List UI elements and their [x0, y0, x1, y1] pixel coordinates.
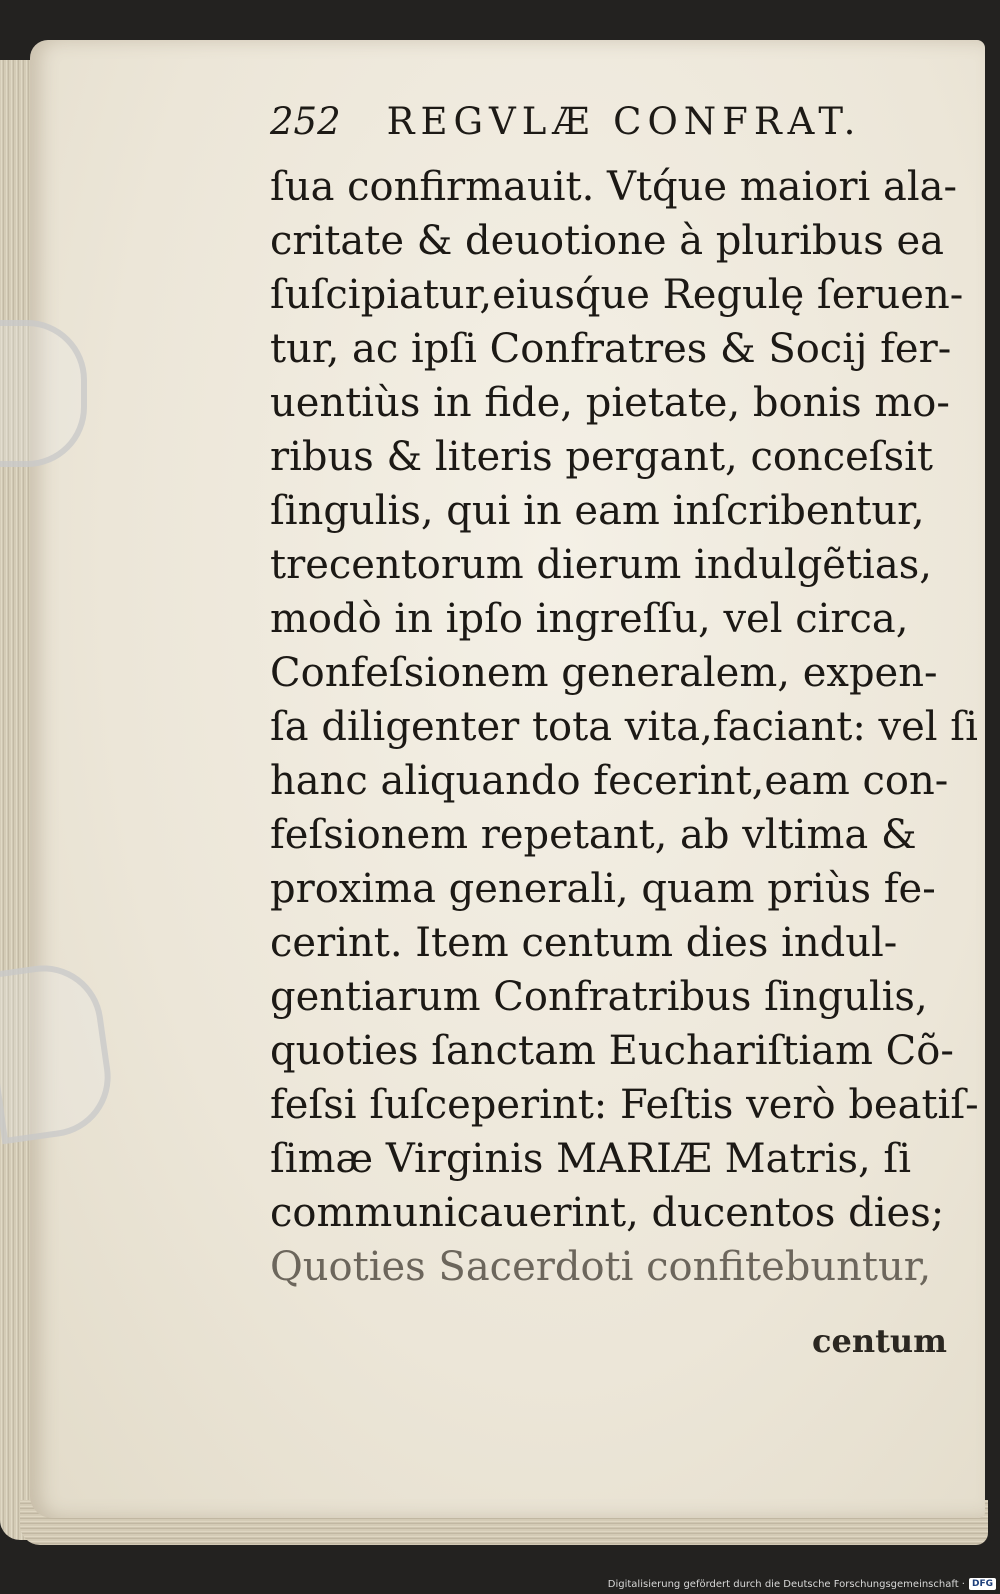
digitization-credit [608, 1578, 996, 1590]
text-line: ſuſcipiatur,eiusq́ue Regulę ſeruen- [270, 272, 964, 318]
text-line: uentiùs in fide, pietate, bonis mo- [270, 380, 950, 426]
body-text [270, 160, 979, 1294]
text-line: proxima generali, quam priùs fe- [270, 866, 936, 912]
text-line: ſa diligenter tota vita,faciant: vel ſi [270, 704, 978, 750]
dfg-logo: DFG [969, 1578, 996, 1590]
text-line: hanc aliquando fecerint,eam con- [270, 758, 949, 804]
text-line: tur, ac ipſi Confratres & Socij fer- [270, 326, 952, 372]
text-line: Quoties Sacerdoti confitebuntur, [270, 1244, 932, 1290]
text-line: Confeſsionem generalem, expen- [270, 650, 938, 696]
text-line: ſimæ Virginis MARIÆ Matris, ſi [270, 1136, 911, 1182]
text-line: quoties ſanctam Euchariſtiam Cõ- [270, 1028, 954, 1074]
text-line: ſingulis, qui in eam inſcribentur, [270, 488, 925, 534]
text-line: cerint. Item centum dies indul- [270, 920, 898, 966]
page-number: 252 [270, 100, 341, 143]
text-line: ſua confirmauit. Vtq́ue maiori ala- [270, 164, 958, 210]
text-line: communicauerint, ducentos dies; [270, 1190, 945, 1236]
credit-text: Digitalisierung gefördert durch die Deutsche Forschungsgemeinschaft · [607, 1578, 965, 1590]
text-line: feſsionem repetant, ab vltima & [270, 812, 917, 858]
page-header [270, 100, 910, 143]
text-line: modò in ipſo ingreſſu, vel circa, [270, 596, 909, 642]
catchword: centum [812, 1322, 948, 1360]
text-line: ribus & literis pergant, conceſsit [270, 434, 933, 480]
text-line: feſsi ſuſceperint: Feſtis verò beatiſ- [270, 1082, 979, 1128]
text-line: critate & deuotione à pluribus ea [270, 218, 945, 264]
text-line: gentiarum Confratribus ſingulis, [270, 974, 928, 1020]
text-line: trecentorum dierum indulgẽtias, [270, 542, 932, 588]
running-title: REGVLÆ CONFRAT. [386, 100, 862, 143]
